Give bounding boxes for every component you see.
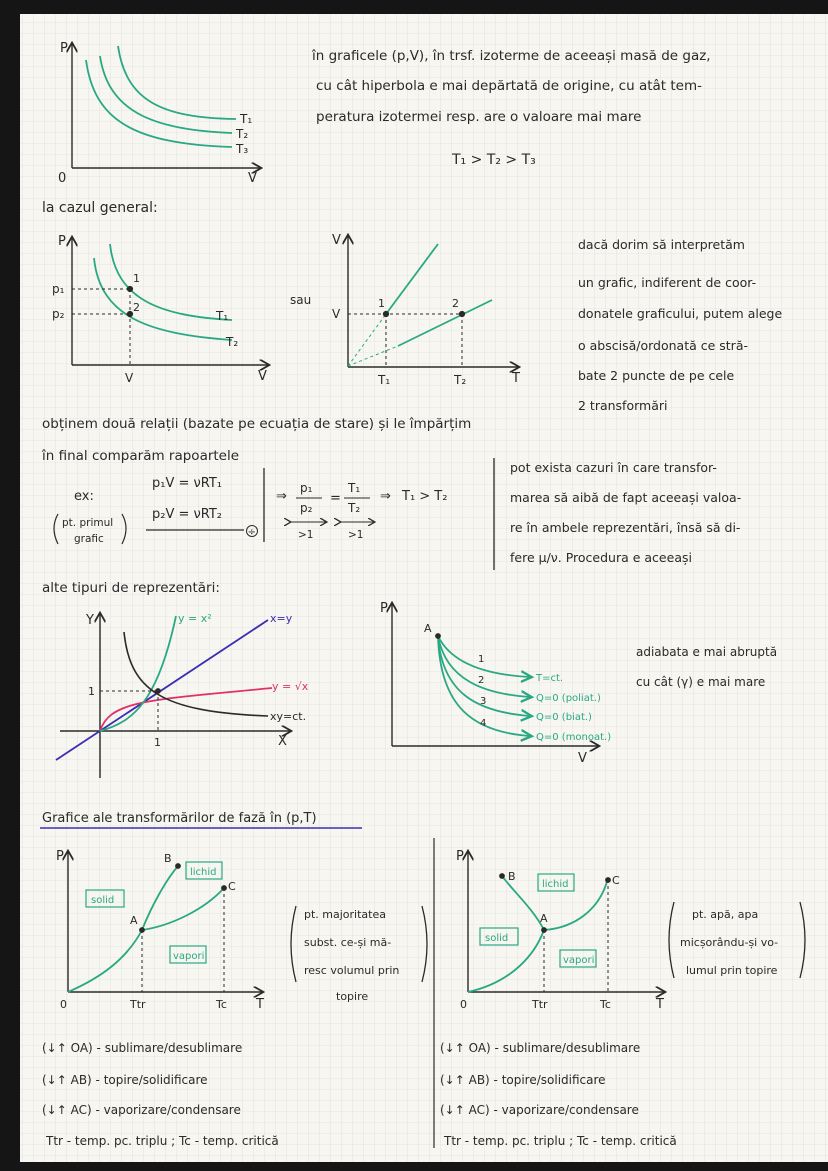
g6-vapori: vapori — [173, 951, 205, 962]
g4-label-hyperbola: xy=ct. — [270, 710, 307, 723]
g4-label-x-squared: y = x² — [178, 612, 212, 625]
note6-line-1: pt. majoritatea — [304, 908, 386, 921]
g7-x-label: T — [656, 997, 664, 1012]
g4-label-sqrt: y = √x — [272, 680, 309, 693]
g2-point-1: 1 — [133, 272, 140, 285]
sau-label: sau — [290, 293, 312, 307]
remark-line-2: marea să aibă de fapt aceeași valoa- — [510, 490, 742, 505]
g1-x-label: V — [248, 171, 257, 186]
adiabat-note-line-2: cu cât (γ) e mai mare — [636, 675, 766, 689]
g6-point-b: B — [164, 852, 172, 865]
side-note-line-3: donatele graficului, putem alege — [578, 306, 783, 321]
legend-left-line-1: (↓↑ OA) - sublimare/desublimare — [42, 1041, 243, 1055]
g4-one-y: 1 — [88, 685, 95, 698]
g5-label-2: Q=0 (poliat.) — [536, 693, 601, 704]
intro-line-2: cu cât hiperbola e mai depărtată de origine, cu atât tem- — [316, 78, 702, 94]
example-equals: = — [330, 491, 341, 506]
g2-p2: p₂ — [52, 307, 65, 321]
example-eq-1: p₁V = νRT₁ — [152, 476, 223, 491]
g7-point-a: A — [540, 912, 548, 925]
g5-label-1: T=ct. — [536, 673, 564, 684]
g5-num-3: 3 — [480, 696, 487, 707]
g6-point-c: C — [228, 880, 236, 893]
legend-left-line-3: (↓↑ AC) - vaporizare/condensare — [42, 1103, 241, 1117]
g7-ttr: Ttr — [532, 998, 548, 1011]
g1-origin: 0 — [58, 171, 67, 186]
note7-line-1: pt. apă, apa — [692, 908, 759, 921]
g5-num-2: 2 — [478, 675, 485, 686]
remark-line-3: re în ambele reprezentări, însă să di- — [510, 520, 741, 535]
g2-curve-t1: T₁ — [216, 309, 229, 323]
note6-line-3: resc volumul prin — [304, 964, 400, 977]
g6-point-a: A — [130, 914, 138, 927]
g7-point-c: C — [612, 874, 620, 887]
note7-line-2: micșorându-și vo- — [680, 936, 779, 949]
g7-lichid: lichid — [542, 879, 569, 890]
adiabat-note-line-1: adiabata e mai abruptă — [636, 645, 778, 659]
g2-curve-t2: T₂ — [226, 335, 239, 349]
intro-line-1: în graficele (p,V), în trsf. izoterme de aceeași masă de gaz, — [312, 48, 711, 64]
intro-inequality: T₁ > T₂ > T₃ — [452, 152, 536, 168]
g5-label-4: Q=0 (monoat.) — [536, 732, 612, 743]
side-note-line-1: dacă dorim să interpretăm — [578, 237, 745, 252]
g3-v-tick: V — [332, 307, 341, 321]
g3-x-label: T — [512, 371, 520, 386]
g2-y-label: P — [58, 234, 66, 249]
g4-label-x-equals-y: x=y — [270, 612, 293, 625]
side-note-line-4: o abscisă/ordonată ce stră- — [578, 338, 748, 353]
g7-origin: 0 — [460, 998, 467, 1011]
remark-line-1: pot exista cazuri în care transfor- — [510, 460, 717, 475]
example-frac-den-1: p₂ — [300, 501, 313, 515]
side-note-line-5: bate 2 puncte de pe cele — [578, 368, 735, 383]
g3-point-1: 1 — [378, 297, 385, 310]
g1-curve-label-1: T₁ — [240, 112, 253, 126]
g6-ttr: Ttr — [130, 998, 146, 1011]
g5-point-a: A — [424, 622, 432, 635]
g7-solid: solid — [485, 933, 509, 944]
g6-x-label: T — [256, 997, 264, 1012]
g5-num-4: 4 — [480, 718, 487, 729]
g2-x-label: V — [258, 369, 267, 384]
side-note-line-6: 2 transformări — [578, 398, 668, 413]
g2-p1: p₁ — [52, 282, 65, 296]
example-label: ex: — [74, 489, 94, 504]
g2-v-tick: V — [125, 371, 134, 385]
note7-line-3: lumul prin topire — [686, 964, 778, 977]
relations-line-1: obținem două relații (bazate pe ecuația de stare) și le împărțim — [42, 416, 472, 432]
g5-x-label: V — [578, 751, 587, 766]
g3-point-2: 2 — [452, 297, 459, 310]
g6-solid: solid — [91, 895, 115, 906]
g3-t1: T₁ — [378, 373, 391, 387]
relations-line-2: în final comparăm rapoartele — [42, 448, 240, 464]
g6-origin: 0 — [60, 998, 67, 1011]
g4-one-x: 1 — [154, 736, 161, 749]
example-frac-num-1: p₁ — [300, 481, 313, 495]
legend-right-line-3: (↓↑ AC) - vaporizare/condensare — [440, 1103, 639, 1117]
example-gt-2: >1 — [348, 529, 364, 541]
legend-right-line-1: (↓↑ OA) - sublimare/desublimare — [440, 1041, 641, 1055]
g5-label-3: Q=0 (biat.) — [536, 712, 592, 723]
general-case-heading: la cazul general: — [42, 200, 158, 216]
g3-y-label: V — [332, 233, 341, 248]
g1-curve-label-3: T₃ — [236, 142, 249, 156]
example-paren-line-2: grafic — [74, 533, 104, 545]
example-implies-2: ⇒ — [380, 489, 391, 504]
side-note-line-2: un grafic, indiferent de coor- — [578, 275, 757, 290]
example-result: T₁ > T₂ — [402, 489, 448, 504]
g7-tc: Tc — [600, 998, 611, 1011]
legend-left-line-2: (↓↑ AB) - topire/solidificare — [42, 1073, 208, 1087]
g7-point-b: B — [508, 870, 516, 883]
remark-line-4: fere μ/ν. Procedura e aceeași — [510, 550, 692, 565]
g1-curve-label-2: T₂ — [236, 127, 249, 141]
example-frac-num-2: T₁ — [348, 481, 361, 495]
g1-y-label: P — [60, 41, 68, 56]
g6-lichid: lichid — [190, 867, 217, 878]
g2-point-2: 2 — [133, 301, 140, 314]
note6-line-2: subst. ce-și mă- — [304, 936, 392, 949]
example-frac-den-2: T₂ — [348, 501, 361, 515]
example-paren-line-1: pt. primul — [62, 517, 114, 529]
legend-left-line-4: Ttr - temp. pc. triplu ; Tc - temp. critică — [46, 1134, 279, 1148]
intro-line-3: peratura izotermei resp. are o valoare mai mare — [316, 109, 642, 125]
phase-heading: Grafice ale transformărilor de fază în (p,T) — [42, 811, 317, 826]
g4-x-label: X — [278, 734, 287, 749]
example-gt-1: >1 — [298, 529, 314, 541]
g5-num-1: 1 — [478, 654, 485, 665]
g3-t2: T₂ — [454, 373, 467, 387]
example-implies-1: ⇒ — [276, 489, 287, 504]
g7-vapori: vapori — [563, 955, 595, 966]
g6-y-label: P — [56, 849, 64, 864]
other-repr-heading: alte tipuri de reprezentări: — [42, 580, 220, 596]
note6-line-4: topire — [336, 990, 369, 1003]
legend-right-line-2: (↓↑ AB) - topire/solidificare — [440, 1073, 606, 1087]
legend-right-line-4: Ttr - temp. pc. triplu ; Tc - temp. critică — [444, 1134, 677, 1148]
g5-y-label: P — [380, 601, 388, 616]
example-eq-2: p₂V = νRT₂ — [152, 507, 223, 522]
example-divide-symbol: ÷ — [247, 527, 256, 538]
g6-tc: Tc — [216, 998, 227, 1011]
g7-y-label: P — [456, 849, 464, 864]
g4-y-label: Y — [86, 613, 94, 628]
